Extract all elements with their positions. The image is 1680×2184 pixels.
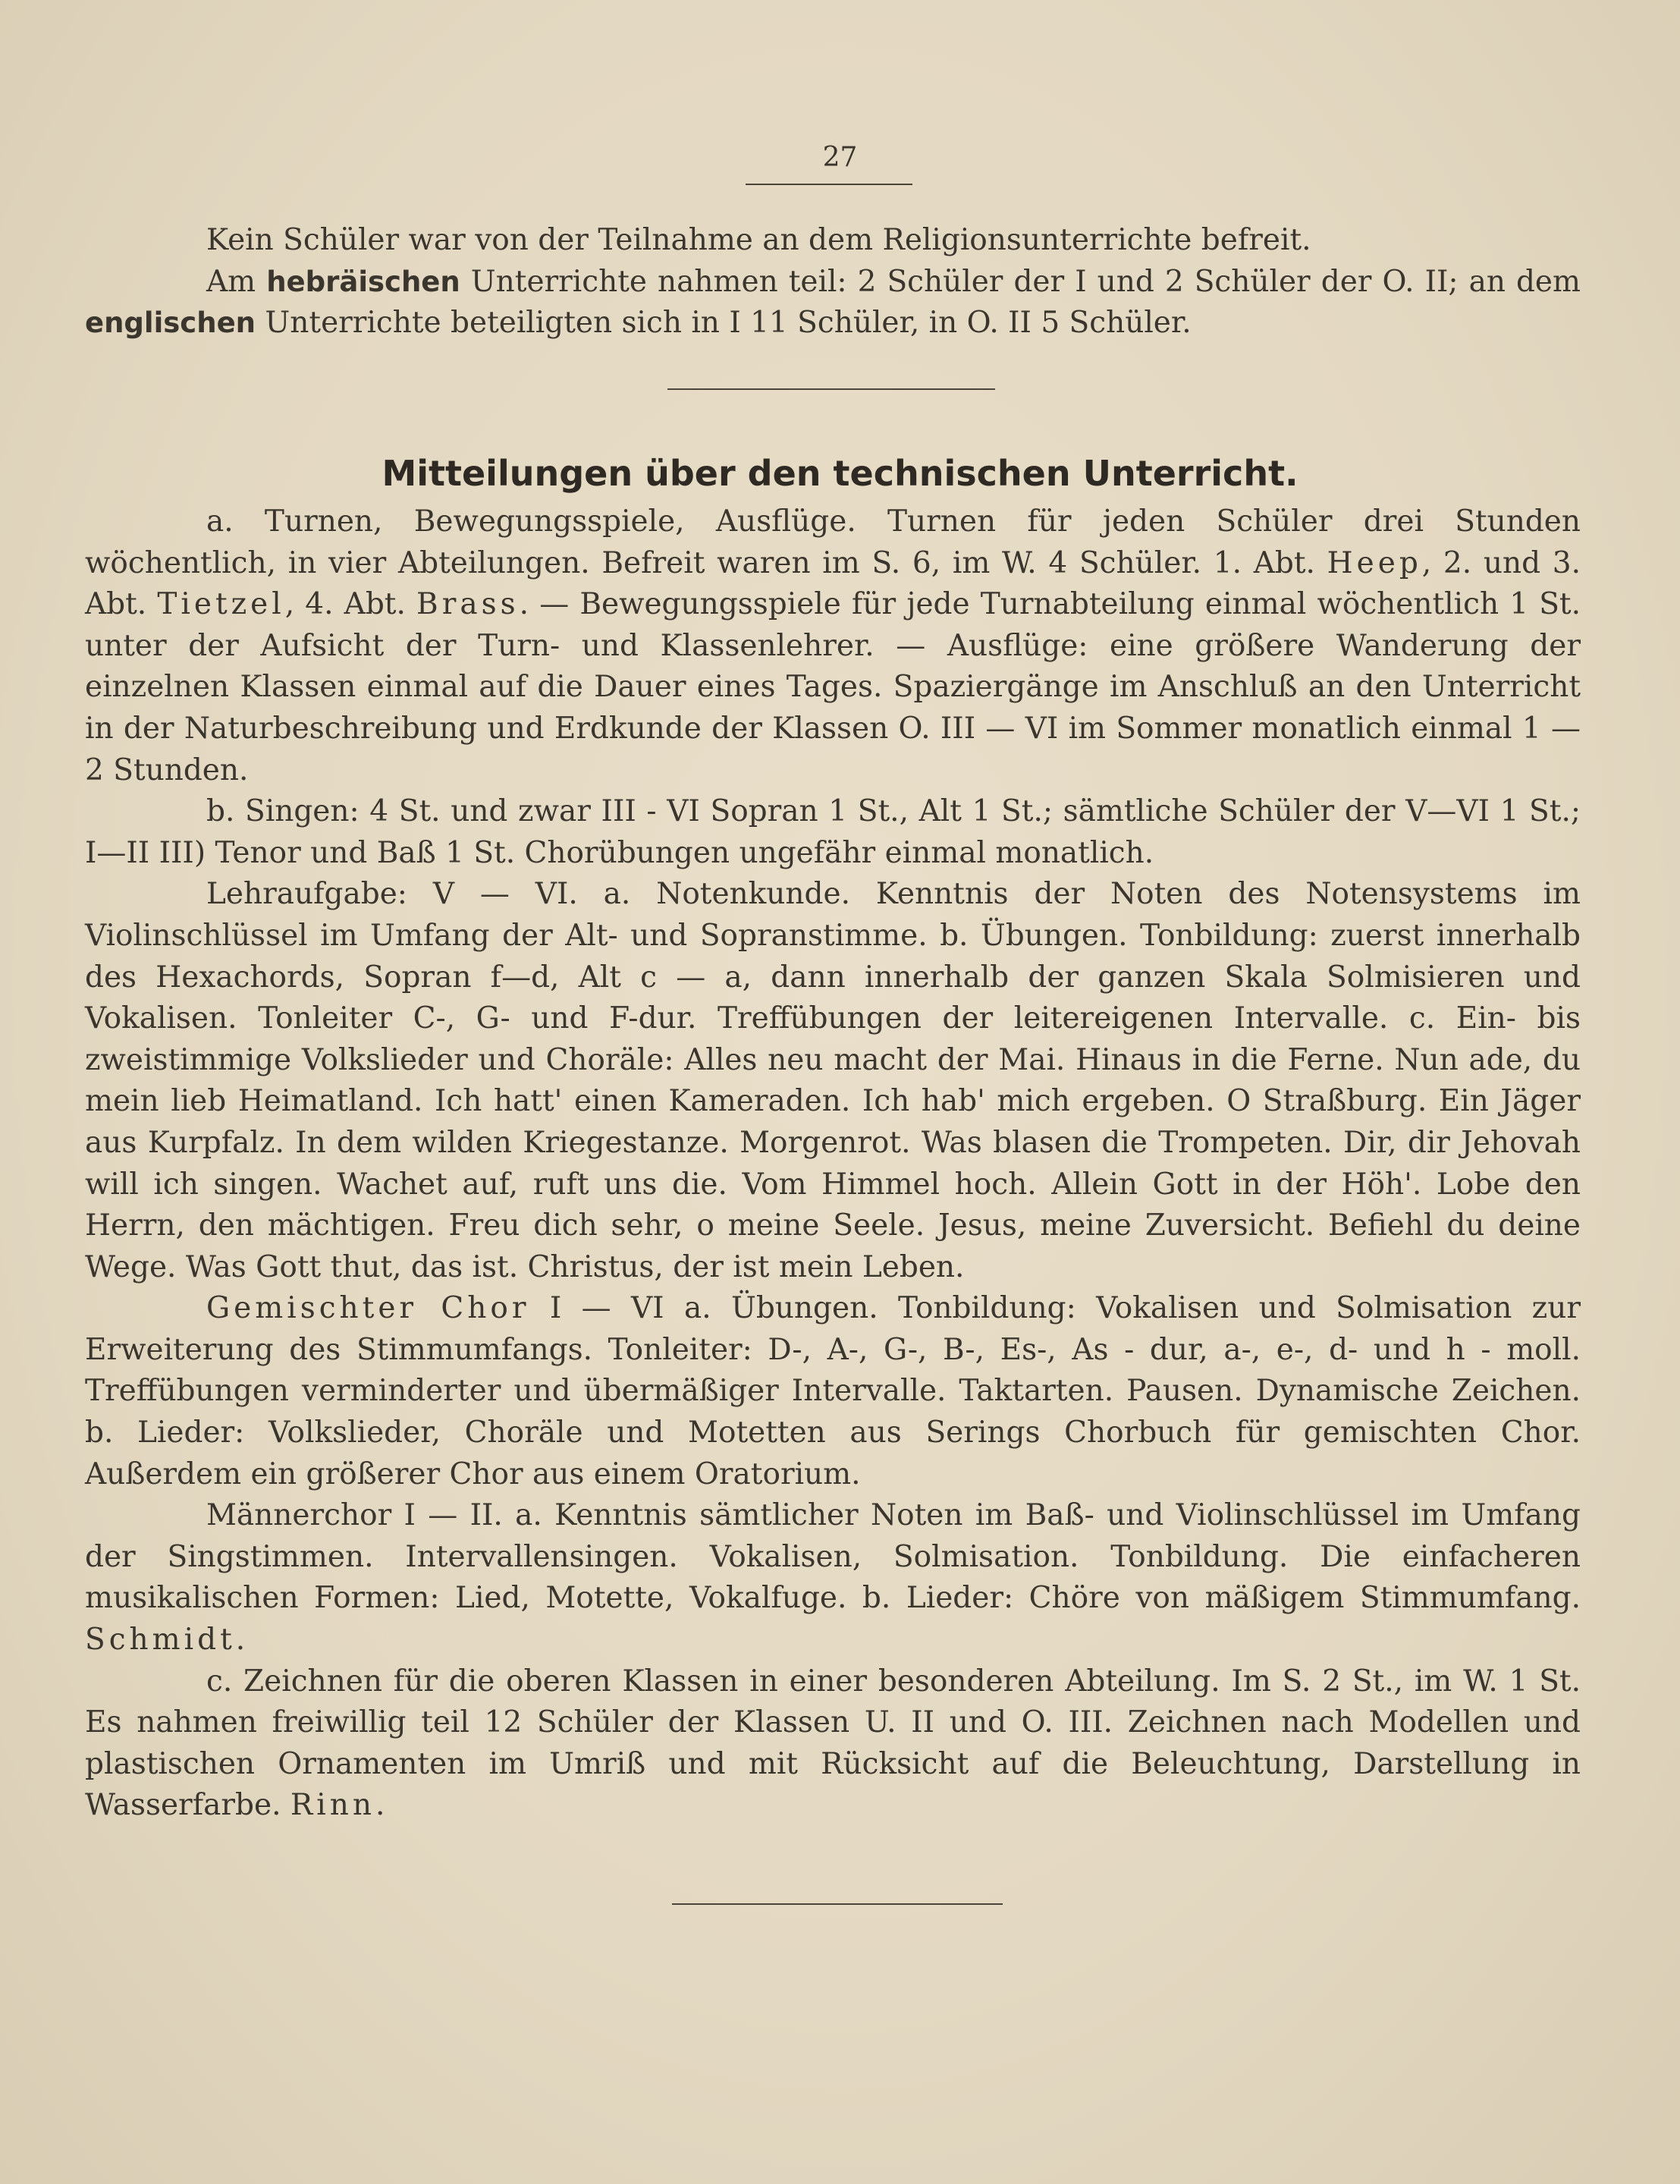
turnen-text-1: a. Turnen, Bewegungsspiele, Ausflüge. Turnen für jeden Schüler drei Stunden wöchentlich, in vier Abteilungen. Befreit waren im S. 6, im W. 4 Schüler. 1. Abt. <box>85 504 1581 580</box>
end-divider <box>672 1903 1003 1905</box>
maennerchor-text: Männerchor I — II. a. Kenntnis sämtlicher Noten im Baß- und Violinschlüssel im Umfang der Singstimmen. Intervallensingen. Vokalisen, Solmisation. Tonbildung. Die einfacheren musikalischen Formen: Lied, Motette, Vokalfuge. b. Lieder: Chöre von mäßigem Stimmumfang. <box>85 1498 1581 1616</box>
section-heading: Mitteilungen über den technischen Unterricht. <box>382 453 1298 494</box>
page-number-rule <box>746 184 912 185</box>
teacher-name-tietzel: Tietzel <box>157 587 285 622</box>
page-number: 27 <box>822 142 858 173</box>
intro-section <box>85 220 1581 344</box>
turnen-text-4: . — Bewegungsspiele für jede Turnabteilung einmal wöchentlich 1 St. unter der Aufsicht der Turn- und Klassenlehrer. — Ausflüge: eine größere Wanderung der einzelnen Klassen einmal auf die Dauer eines Tages. Spaziergänge im Anschluß an den Unterricht in der Naturbeschreibung und Erdkunde der Klassen O. III — VI im Sommer monatlich einmal 1 — 2 Stunden. <box>85 587 1581 787</box>
zeichnen-text: c. Zeichnen für die oberen Klassen in einer besonderen Abteilung. Im S. 2 St., im W. 1 St. Es nahmen freiwillig teil 12 Schüler der Klassen U. II und O. III. Zeichnen nach Modellen und plastischen Ornamenten im Umriß und mit Rücksicht auf die Beleuchtung, Darstellung in Wasserfarbe. <box>85 1664 1581 1823</box>
hebrew-emphasis: hebräischen <box>266 265 460 298</box>
teacher-name-brass: Brass <box>416 587 520 622</box>
teacher-name-schmidt: Schmidt <box>85 1623 236 1658</box>
english-emphasis: englischen <box>85 306 256 340</box>
turnen-text-2: , 2. und 3. Abt. <box>85 545 1581 622</box>
zeichnen-end: . <box>375 1788 385 1823</box>
language-text-3: Unterrichte beteiligten sich in I 11 Schüler, in O. II 5 Schüler. <box>256 306 1192 341</box>
maennerchor-end: . <box>235 1623 246 1658</box>
zeichnen-paragraph <box>85 1661 1581 1827</box>
maennerchor-paragraph <box>85 1495 1581 1661</box>
turnen-text-3: , 4. Abt. <box>284 587 417 622</box>
turnen-paragraph <box>85 501 1581 791</box>
lehraufgabe-paragraph: Lehraufgabe: V — VI. a. Notenkunde. Kenntnis der Noten des Notensystems im Violinschlüssel im Umfang der Alt- und Sopranstimme. b. Übungen. Tonbildung: zuerst innerhalb des Hexachords, Sopran f—d, Alt c — a, dann innerhalb der ganzen Skala Solmisieren und Vokalisen. Tonleiter C-, G- und F-dur. Treffübungen der leitereigenen Intervalle. c. Ein- bis zweistimmige Volkslieder und Choräle: Alles neu macht der Mai. Hinaus in die Ferne. Nun ade, du mein lieb Heimatland. Ich hatt' einen Kameraden. Ich hab' mich ergeben. O Straßburg. Ein Jäger aus Kurpfalz. In dem wilden Kriegestanze. Morgenrot. Was blasen die Trompeten. Dir, dir Jehovah will ich singen. Wachet auf, ruft uns die. Vom Himmel hoch. Allein Gott in der Höh'. Lobe den Herrn, den mächtigen. Freu dich sehr, o meine Seele. Jesus, meine Zuversicht. Befiehl du deine Wege. Was Gott thut, das ist. Christus, der ist mein Leben. <box>85 877 1581 1284</box>
gemischter-chor-label: Gemischter Chor <box>206 1291 530 1326</box>
language-text-1: Am <box>206 264 267 299</box>
language-paragraph <box>85 262 1581 344</box>
religion-paragraph: Kein Schüler war von der Teilnahme an dem Religionsunterrichte befreit. <box>206 223 1311 257</box>
teacher-name-heep: Heep <box>1327 545 1422 580</box>
teacher-name-rinn: Rinn <box>290 1788 375 1823</box>
language-text-2: Unterrichte nahmen teil: 2 Schüler der I und 2 Schüler der O. II; an dem <box>460 264 1581 299</box>
singen-paragraph: b. Singen: 4 St. und zwar III - VI Sopran 1 St., Alt 1 St.; sämtliche Schüler der V—VI 1 St.; I—II III) Tenor und Baß 1 St. Chorübungen ungefähr einmal monatlich. <box>85 794 1581 870</box>
gemischter-chor-text: I — VI a. Übungen. Tonbildung: Vokalisen und Solmisation zur Erweiterung des Stimmumfangs. Tonleiter: D-, A-, G-, B-, Es-, As - dur, a-, e-, d- und h - moll. Treffübungen verminderter und übermäßiger Intervalle. Taktarten. Pausen. Dynamische Zeichen. b. Lieder: Volkslieder, Choräle und Motetten aus Serings Chorbuch für gemischten Chor. Außerdem ein größerer Chor aus einem Oratorium. <box>85 1291 1581 1491</box>
section-divider <box>667 388 995 390</box>
gemischter-chor-paragraph <box>85 1288 1581 1495</box>
technical-instruction-section <box>85 501 1581 1827</box>
